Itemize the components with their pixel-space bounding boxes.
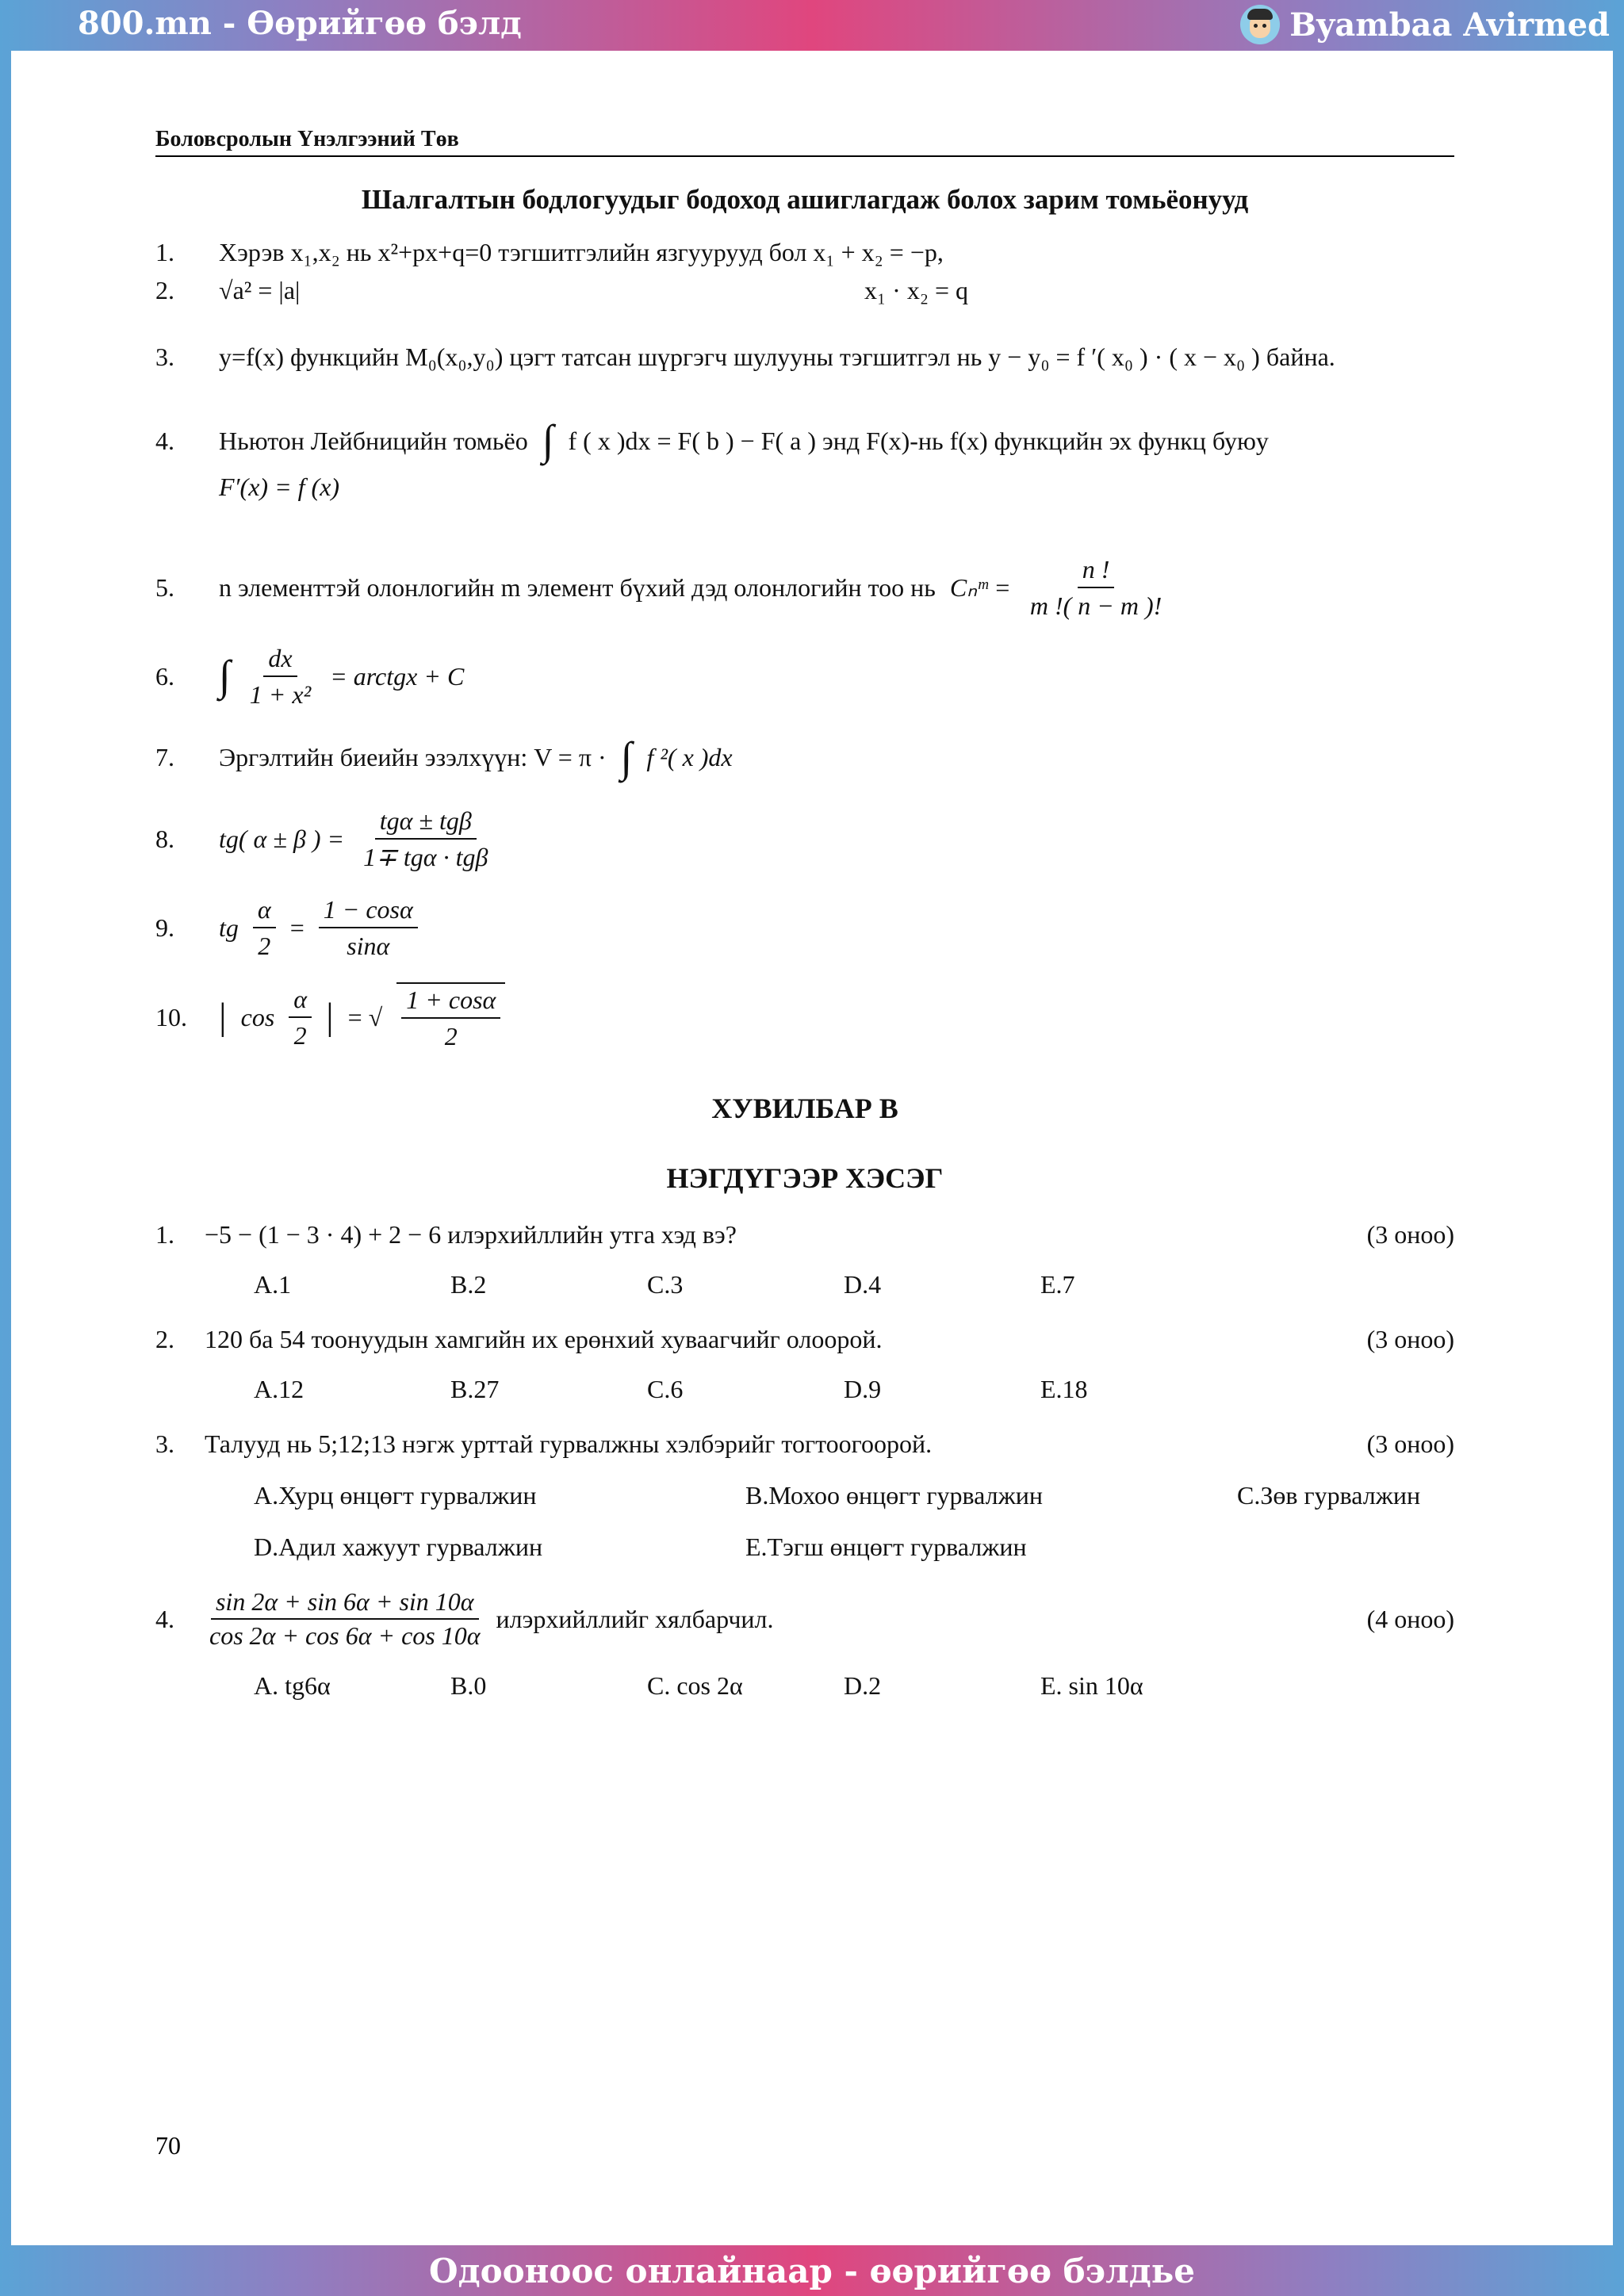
formula-3: 3. y=f(x) функцийн M₀(x₀,y₀) цэгт татсан шүргэгч шулууны тэгшитгэл нь y − y₀ = f ′( x₀ ) · ( x − x₀ ) байна. (155, 342, 1335, 371)
answers-3 (155, 1481, 1454, 1510)
doc-header: Боловсролын Үнэлгээний Төв (155, 127, 1454, 157)
answer-option[interactable]: C. cos 2α (647, 1671, 743, 1700)
answers-1 (155, 1270, 1454, 1299)
answers-3-row2 (155, 1533, 1454, 1562)
bottom-banner-text: Одооноос онлайнаар - өөрийгөө бэлдье (428, 2251, 1196, 2290)
formula-10: 10. | cos $\frac{\alpha}{2}$ | = √ $\frac{1 + \cos\alpha}{2}$ (155, 982, 1454, 1052)
answer-option[interactable]: B.27 (450, 1375, 500, 1403)
answer-option[interactable]: A.Хурц өнцөгт гурвалжин (254, 1481, 537, 1510)
bottom-banner[interactable] (0, 2245, 1624, 2296)
formula-6: 6. ∫ $\frac{dx}{\text{1 + x²}}$ = arctgx + C (155, 643, 465, 709)
answer-option[interactable]: D.4 (844, 1270, 882, 1299)
formula-8: 8. tg( α ± β ) = $\frac{\text{tgα ± tgβ}}{\text{1∓ tgα · tgβ}}$ (155, 806, 488, 871)
formula-5: 5. n элементтэй олонлогийн m элемент бүхий дэд олонлогийн тоо нь Cₙᵐ = $\frac{n !}{m !( n - m )!}$ (155, 554, 1162, 620)
answer-option[interactable]: C.6 (647, 1375, 684, 1403)
formula-4-cont: F′(x) = f (x) (219, 472, 340, 501)
question-2: 2. 120 ба 54 тоонуудын хамгийн их ерөнхий хуваагчийг олоорой. (3 оноо) (155, 1325, 1454, 1353)
answer-option[interactable]: C.3 (647, 1270, 684, 1299)
answer-option[interactable]: A.1 (254, 1270, 292, 1299)
formula-1: 1. Хэрэв x₁,x₂ нь x²+px+q=0 тэгшитгэлийн язгуурууд бол x₁ + x₂ = −p, (155, 238, 944, 266)
formula-title: Шалгалтын бодлогуудыг бодоход ашиглагдаж болох зарим томьёонууд (361, 184, 1249, 215)
site-title[interactable]: 800.mn - Өөрийгөө бэлд (78, 5, 522, 42)
answer-option[interactable]: A.12 (254, 1375, 304, 1403)
answers-2 (155, 1375, 1454, 1404)
answer-option[interactable]: D.Адил хажуут гурвалжин (254, 1533, 543, 1561)
answer-option[interactable]: E.7 (1040, 1270, 1075, 1299)
formula-7: 7. Эргэлтийн биеийн эзэлхүүн: V = π · ∫ f ²( x )dx (155, 733, 733, 781)
formula-9: 9. tg $\frac{\alpha}{2}$ = $\frac{1 - \cos\alpha}{\sin\alpha}$ (155, 894, 1454, 962)
answer-option[interactable]: A. tg6α (254, 1671, 331, 1700)
top-banner (0, 0, 1624, 51)
avatar-icon (1240, 5, 1280, 44)
question-1: 1. −5 − (1 − 3 · 4) + 2 − 6 илэрхийллийн утга хэд вэ? (3 оноо) (155, 1220, 1454, 1249)
document-content (155, 127, 1454, 1701)
question-4: 4. $\frac{\sin 2\alpha + \sin 6\alpha + \sin 10\alpha}{\cos 2\alpha + \cos 6\alpha + \cos 10\alpha}$ илэрхийллийг хялбарчил. (4 оноо) (155, 1587, 1454, 1650)
variant-heading: ХУВИЛБАР В (711, 1093, 898, 1124)
formula-4: 4. Ньютон Лейбницийн томьёо ∫ f ( x )dx = F( b ) − F( a ) энд F(x)-нь f(x) функцийн эх функц буюу (155, 416, 1269, 464)
answer-option[interactable]: D.9 (844, 1375, 882, 1403)
user-name: Byambaa Avirmed (1289, 6, 1610, 44)
answer-option[interactable]: E. sin 10α (1040, 1671, 1143, 1700)
formula-2: 2. √a² = |a| x₁ · x₂ = q (155, 276, 969, 304)
answer-option[interactable]: D.2 (844, 1671, 882, 1700)
answers-4 (155, 1671, 1454, 1701)
part-heading: НЭГДҮГЭЭР ХЭСЭГ (666, 1162, 944, 1194)
answer-option[interactable]: B.0 (450, 1671, 487, 1700)
answer-option[interactable]: C.Зөв гурвалжин (1237, 1481, 1421, 1510)
user-profile[interactable] (1240, 5, 1610, 44)
page-number: 70 (155, 2131, 181, 2160)
question-3: 3. Талууд нь 5;12;13 нэгж урттай гурвалжны хэлбэрийг тогтоогоорой. (3 оноо) (155, 1429, 1454, 1458)
answer-option[interactable]: E.Тэгш өнцөгт гурвалжин (745, 1533, 1027, 1561)
answer-option[interactable]: E.18 (1040, 1375, 1088, 1403)
answer-option[interactable]: B.2 (450, 1270, 487, 1299)
answer-option[interactable]: B.Мохоо өнцөгт гурвалжин (745, 1481, 1043, 1510)
